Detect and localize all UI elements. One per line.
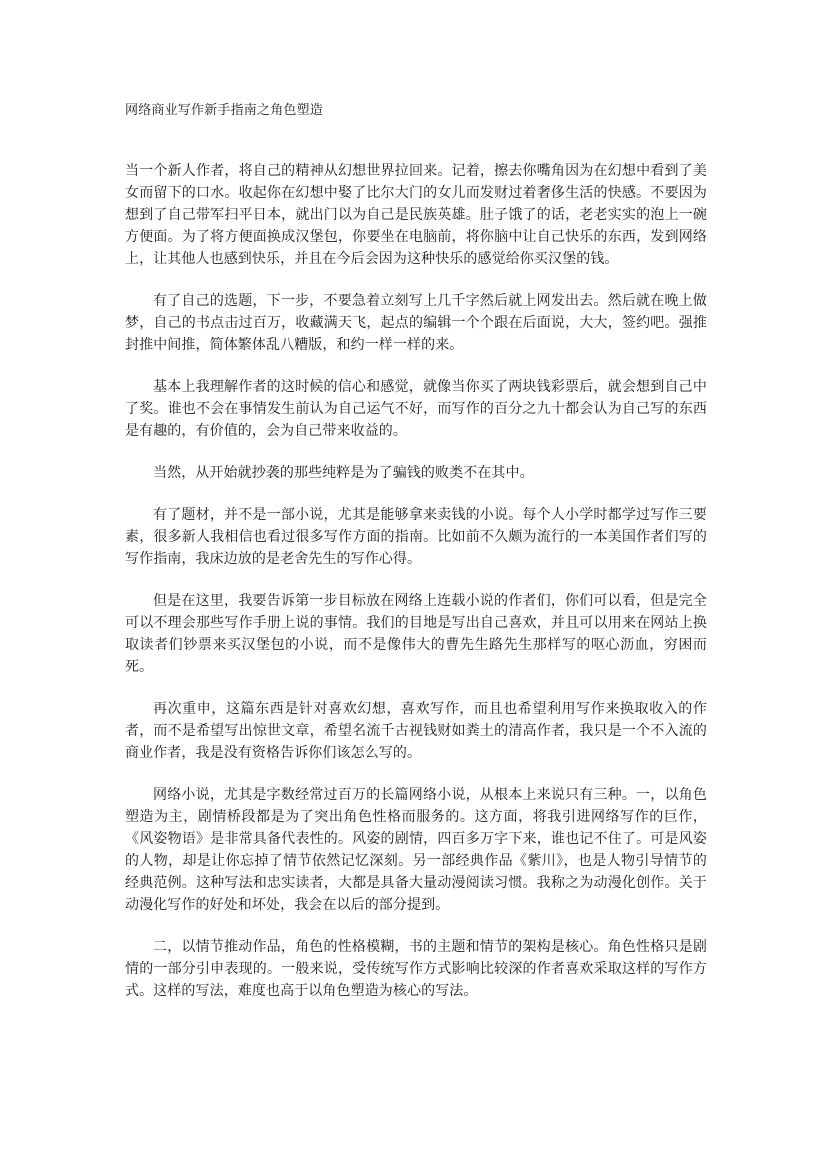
paragraph: 再次重申，这篇东西是针对喜欢幻想，喜欢写作，而且也希望利用写作来换取收入的作者，而不是希望写出惊世文章，希望名流千古视钱财如粪土的清高作者，我只是一个不入流的商业作者，我是没有资格告诉你们该怎么写的。 — [125, 701, 707, 761]
paragraph: 有了题材，并不是一部小说，尤其是能够拿来卖钱的小说。每个人小学时都学过写作三要素，很多新人我相信也看过很多写作方面的指南。比如前不久颇为流行的一本美国作者们写的写作指南，我床边放的是老舍先生的写作心得。 — [125, 507, 707, 567]
paragraph: 有了自己的选题，下一步，不要急着立刻写上几千字然后就上网发出去。然后就在晚上做梦，自己的书点击过百万，收藏满天飞，起点的编辑一个个跟在后面说，大大，签约吧。强推封推中间推，简体繁体乱八糟版，和约一样一样的来。 — [125, 293, 707, 353]
paragraph: 二，以情节推动作品，角色的性格模糊，书的主题和情节的架构是核心。角色性格只是剧情的一部分引申表现的。一般来说，受传统写作方式影响比较深的作者喜欢采取这样的写作方式。这样的写法，难度也高于以角色塑造为核心的写法。 — [125, 939, 707, 999]
paragraph: 基本上我理解作者的这时候的信心和感觉，就像当你买了两块钱彩票后，就会想到自己中了奖。谁也不会在事情发生前认为自己运气不好，而写作的百分之九十都会认为自己写的东西是有趣的，有价值的，会为自己带来收益的。 — [125, 379, 707, 439]
page-title: 网络商业写作新手指南之角色塑造 — [125, 103, 324, 118]
paragraph: 当然，从开始就抄袭的那些纯粹是为了骗钱的败类不在其中。 — [153, 465, 534, 481]
document-body — [125, 160, 707, 1022]
paragraph: 但是在这里，我要告诉第一步目标放在网络上连载小说的作者们，你们可以看，但是完全可以不理会那些写作手册上说的事情。我们的目地是写出自己喜欢，并且可以用来在网站上换取读者们钞票来买汉堡包的小说，而不是像伟大的曹先生路先生那样写的呕心沥血，穷困而死。 — [125, 593, 707, 675]
paragraph: 网络小说，尤其是字数经常过百万的长篇网络小说，从根本上来说只有三种。一，以角色塑造为主，剧情桥段都是为了突出角色性格而服务的。这方面，将我引进网络写作的巨作，《风姿物语》是非常具备代表性的。风姿的剧情，四百多万字下来，谁也记不住了。可是风姿的人物，却是让你忘掉了情节依然记忆深刻。另一部经典作品《紫川》，也是人物引导情节的经典范例。这种写法和忠实读者，大都是具备大量动漫阅读习惯。我称之为动漫化创作。关于动漫化写作的好处和坏处，我会在以后的部分提到。 — [125, 787, 707, 913]
paragraph-intro: 当一个新人作者，将自己的精神从幻想世界拉回来。记着，擦去你嘴角因为在幻想中看到了美女而留下的口水。收起你在幻想中娶了比尔大门的女儿而发财过着奢侈生活的快感。不要因为想到了自己带军扫平日本，就出门以为自己是民族英雄。肚子饿了的话，老老实实的泡上一碗方便面。为了将方便面换成汉堡包，你要坐在电脑前，将你脑中让自己快乐的东西，发到网络上，让其他人也感到快乐，并且在今后会因为这种快乐的感觉给你买汉堡的钱。 — [125, 163, 707, 267]
